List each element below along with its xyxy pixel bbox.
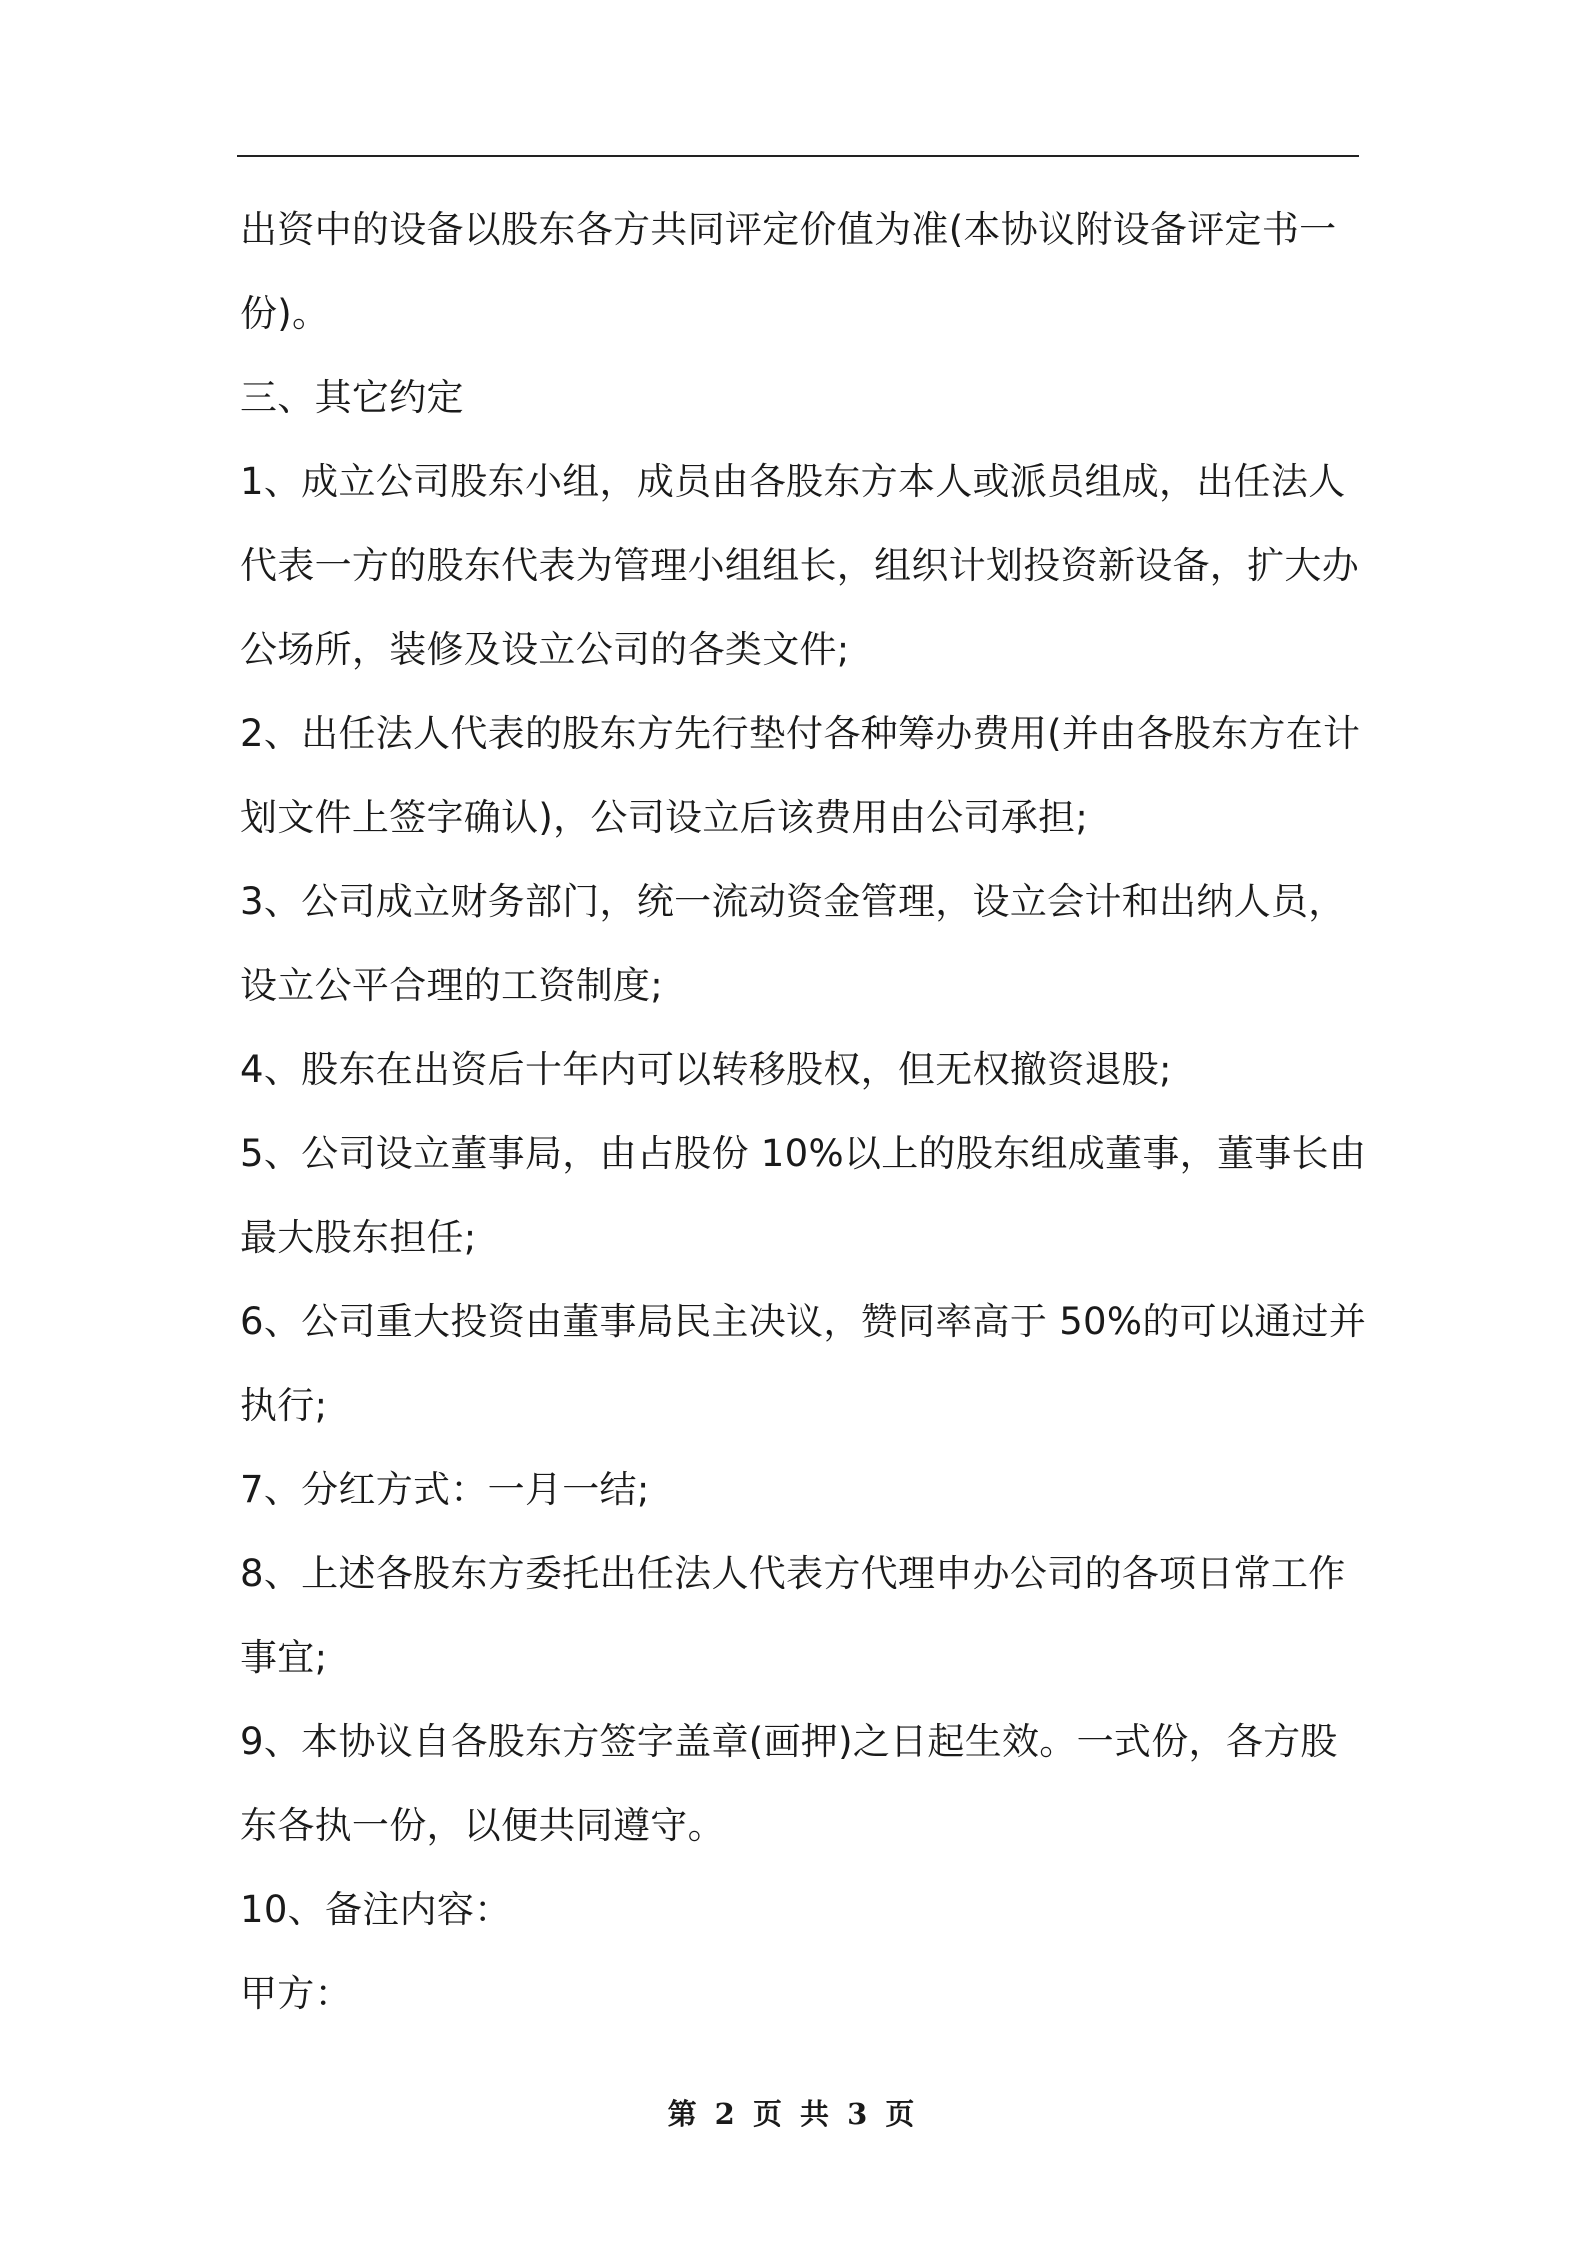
text-line: 出资中的设备以股东各方共同评定价值为准(本协议附设备评定书一	[240, 208, 1337, 251]
text-line: 代表一方的股东代表为管理小组组长，组织计划投资新设备，扩大办	[240, 544, 1359, 587]
document-body	[240, 188, 1367, 2036]
text-line: 3、公司成立财务部门，统一流动资金管理，设立会计和出纳人员，	[240, 880, 1346, 923]
text-line: 7、分红方式：一月一结;	[240, 1468, 650, 1511]
signature-label: 甲方：	[240, 1972, 352, 2015]
text-line: 设立公平合理的工资制度;	[240, 964, 664, 1007]
text-line: 8、上述各股东方委托出任法人代表方代理申办公司的各项日常工作	[240, 1552, 1346, 1595]
text-line: 最大股东担任;	[240, 1216, 477, 1259]
text-line: 执行;	[240, 1384, 328, 1427]
text-line: 9、本协议自各股东方签字盖章(画押)之日起生效。一式份，各方股	[240, 1720, 1338, 1763]
text-line: 6、公司重大投资由董事局民主决议，赞同率高于 50%的可以通过并	[240, 1300, 1367, 1343]
text-line: 划文件上签字确认)，公司设立后该费用由公司承担;	[240, 796, 1089, 839]
text-line: 10、备注内容：	[240, 1888, 512, 1931]
text-line: 5、公司设立董事局，由占股份 10%以上的股东组成董事，董事长由	[240, 1132, 1367, 1175]
page-footer: 第 2 页 共 3 页	[667, 2097, 919, 2131]
text-line: 1、成立公司股东小组，成员由各股东方本人或派员组成，出任法人	[240, 460, 1346, 503]
text-line: 东各执一份，以便共同遵守。	[240, 1804, 725, 1847]
header-rule	[237, 155, 1359, 157]
text-line: 4、股东在出资后十年内可以转移股权，但无权撤资退股;	[240, 1048, 1172, 1091]
section-heading: 三、其它约定	[240, 376, 464, 419]
text-line: 事宜;	[240, 1636, 328, 1679]
text-line: 公场所，装修及设立公司的各类文件;	[240, 628, 850, 671]
text-line: 份)。	[240, 292, 330, 335]
text-line: 2、出任法人代表的股东方先行垫付各种筹办费用(并由各股东方在计	[240, 712, 1361, 755]
